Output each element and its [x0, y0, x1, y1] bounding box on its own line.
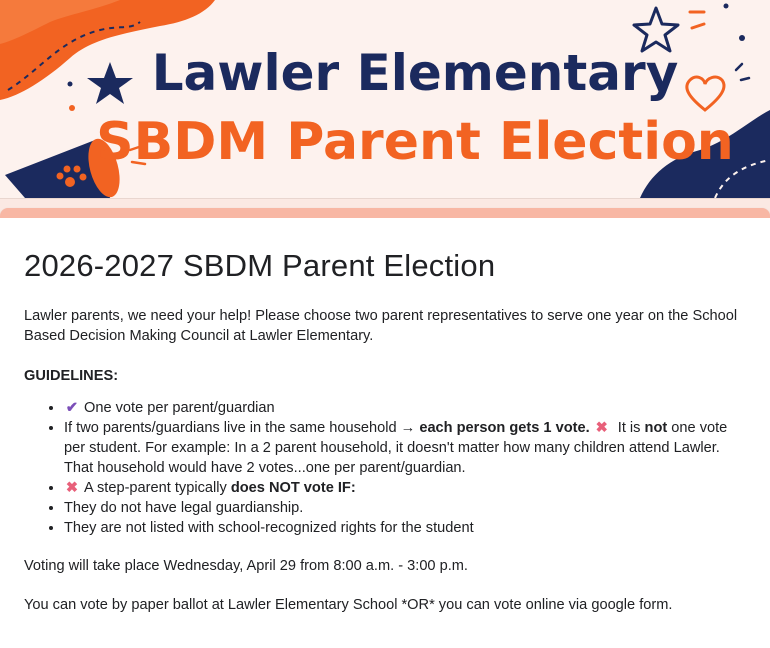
guideline-bold-text: not: [644, 420, 668, 436]
cross-mark-icon: ✖: [65, 480, 79, 496]
banner-school-name: Lawler Elementary: [151, 44, 679, 102]
guideline-bold-text: each person gets 1 vote.: [419, 420, 590, 436]
guideline-text: They are not listed with school-recognized rights for the student: [64, 520, 474, 536]
banner-event-name: SBDM Parent Election: [96, 112, 734, 172]
guideline-text: One vote per parent/guardian: [84, 400, 275, 416]
form-header-card: [0, 208, 770, 648]
guideline-text: one vote per student. For example: In a 2 parent household, it doesn't matter how many children attend Lawler. That household would have 2 votes...one per parent/guardian.: [64, 420, 728, 476]
guideline-text: They do not have legal guardianship.: [64, 500, 304, 516]
guideline-item: [64, 418, 744, 478]
cross-mark-icon: ✖: [595, 420, 608, 436]
guideline-bold-text: does NOT vote IF:: [230, 480, 356, 496]
guideline-item: [64, 478, 744, 498]
guideline-text: A step-parent typically: [84, 480, 231, 496]
header-banner-image: [0, 0, 770, 199]
vote-methods-text: You can vote by paper ballot at Lawler Elementary School *OR* you can vote online via google form.: [24, 597, 673, 613]
guidelines-list: [24, 398, 744, 538]
form-title: 2026-2027 SBDM Parent Election: [24, 248, 496, 283]
check-mark-icon: ✔: [65, 400, 79, 416]
guideline-item: [64, 498, 744, 518]
intro-text: Lawler parents, we need your help! Please choose two parent representatives to serve one year on the School Based Decision Making Council at Lawler Elementary.: [24, 308, 738, 344]
form-description: [24, 306, 744, 615]
guideline-item: [64, 518, 744, 538]
guideline-text: It is: [613, 420, 645, 436]
voting-time-text: Voting will take place Wednesday, April 29 from 8:00 a.m. - 3:00 p.m.: [24, 558, 468, 574]
guidelines-heading: GUIDELINES:: [24, 368, 119, 384]
guideline-item: [64, 398, 744, 418]
guideline-text: If two parents/guardians live in the same household →: [64, 420, 420, 436]
